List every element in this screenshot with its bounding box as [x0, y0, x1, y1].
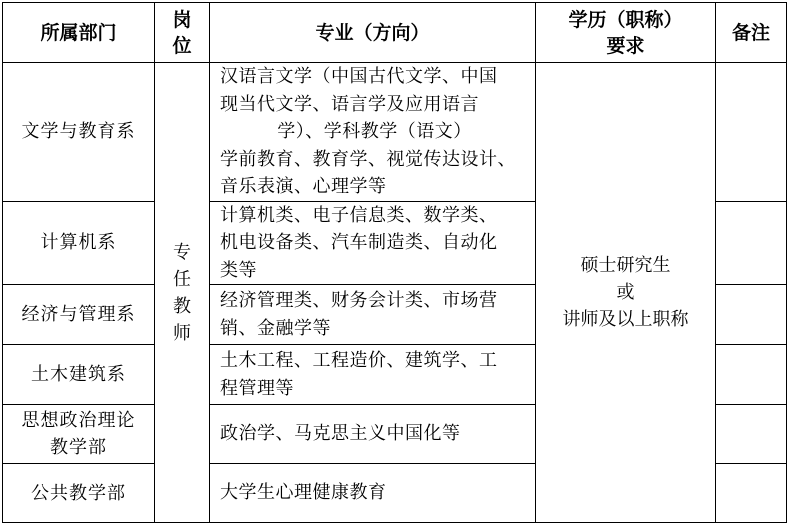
header-department: [3, 3, 155, 63]
department-cell: [3, 63, 155, 202]
remark-cell: [716, 464, 787, 523]
major-line: 大学生心理健康教育: [220, 482, 387, 504]
header-row: [3, 3, 787, 63]
major-line: 学）、学科教学（语文）: [277, 121, 472, 142]
department-name: 计算机系: [40, 232, 117, 254]
header-remarks-label: 备注: [731, 21, 770, 44]
department-cell: [3, 464, 155, 523]
header-education: [536, 3, 716, 63]
major-line: 类等: [220, 259, 257, 281]
remark-cell: [716, 285, 787, 345]
position-char: 任: [173, 268, 191, 290]
position-char: 师: [173, 322, 191, 344]
major-line: 现当代文学、语言学及应用语言: [220, 93, 479, 115]
remark-cell: [716, 345, 787, 405]
major-line: 计算机类、电子信息类、数学类、: [220, 204, 498, 226]
department-cell: [3, 285, 155, 345]
header-education-line2: 要求: [606, 34, 645, 57]
header-remarks: [716, 3, 787, 63]
header-major: [210, 3, 536, 63]
major-cell: [210, 405, 536, 464]
major-line: 政治学、马克思主义中国化等: [220, 423, 461, 445]
header-major-label: 专业（方向）: [315, 21, 430, 44]
major-line: 音乐表演、心理学等: [220, 176, 387, 197]
remark-cell: [716, 63, 787, 202]
major-line: 土木工程、工程造价、建筑学、工: [220, 350, 498, 371]
major-line: 汉语言文学（中国古代文学、中国: [220, 66, 498, 87]
major-line: 销、金融学等: [220, 317, 331, 339]
department-name: 文学与教育系: [21, 121, 136, 143]
header-position-line2: 位: [172, 34, 192, 57]
education-line3: 讲师及以上职称: [562, 309, 689, 330]
department-name: 思想政治理论: [21, 410, 136, 431]
major-cell: [210, 285, 536, 345]
department-cell: [3, 405, 155, 464]
position-char: 教: [173, 295, 191, 317]
header-position-line1: 岗: [172, 8, 192, 31]
header-position: [155, 3, 210, 63]
department-cell: [3, 201, 155, 285]
position-char: 专: [173, 241, 191, 263]
header-education-line1: 学历（职称）: [568, 8, 683, 31]
remark-cell: [716, 201, 787, 285]
major-line: 程管理等: [220, 377, 294, 399]
department-name: 土木建筑系: [31, 364, 126, 385]
major-cell: [210, 345, 536, 405]
table-row: [3, 63, 787, 202]
major-cell: [210, 201, 536, 285]
major-line: 机电设备类、汽车制造类、自动化: [220, 232, 498, 253]
recruitment-table: [2, 2, 787, 523]
education-line1: 硕士研究生: [580, 255, 671, 276]
major-line: 学前教育、教育学、视觉传达设计、: [220, 148, 516, 170]
position-cell: [155, 63, 210, 523]
major-cell: [210, 63, 536, 202]
header-department-label: 所属部门: [40, 21, 117, 44]
department-name: 经济与管理系: [21, 304, 136, 325]
department-name: 公共教学部: [31, 482, 126, 504]
major-cell: [210, 464, 536, 523]
major-line: 经济管理类、财务会计类、市场营: [220, 290, 498, 311]
education-cell: [536, 63, 716, 523]
education-line2: 或: [616, 282, 635, 303]
department-cell: [3, 345, 155, 405]
department-name: 教学部: [50, 437, 107, 458]
remark-cell: [716, 405, 787, 464]
